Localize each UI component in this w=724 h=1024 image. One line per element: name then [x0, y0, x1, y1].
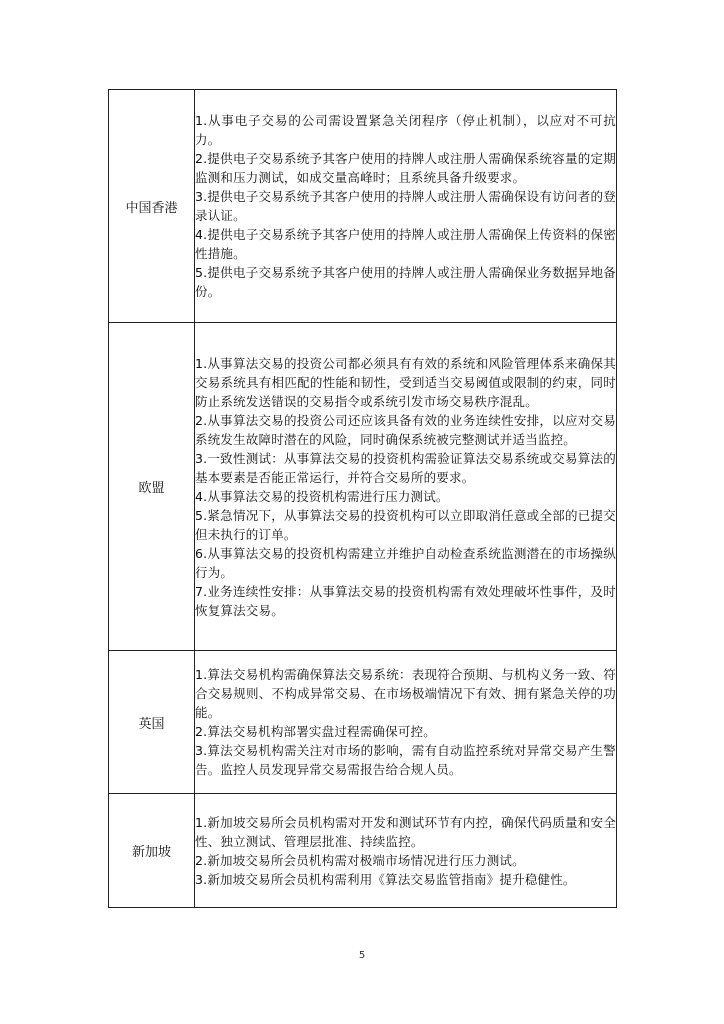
requirement-item: 6.从事算法交易的投资机构需建立并维护自动检查系统监测潜在的市场操纵行为。	[195, 545, 616, 580]
requirements-cell	[195, 794, 617, 908]
page-number: 5	[358, 950, 366, 961]
requirement-item: 1.从事算法交易的投资公司都必须具有有效的系统和风险管理体系来确保其交易系统具有相匹配的性能和韧性，受到适当交易阈值或限制的约束，同时防止系统发送错误的交易指令或系统引发市场交易秩序混乱。	[195, 355, 616, 409]
requirement-item: 4.提供电子交易系统予其客户使用的持牌人或注册人需确保上传资料的保密性措施。	[195, 227, 616, 261]
requirement-item: 4.从事算法交易的投资机构需进行压力测试。	[195, 488, 449, 504]
table-row	[109, 794, 617, 908]
requirement-item: 3.新加坡交易所会员机构需利用《算法交易监管指南》提升稳健性。	[195, 871, 576, 887]
requirement-item: 2.新加坡交易所会员机构需对极端市场情况进行压力测试。	[195, 852, 525, 868]
region-cell: 中国香港	[109, 90, 195, 323]
requirements-cell	[195, 651, 617, 794]
requirement-item: 3.算法交易机构需关注对市场的影响，需有自动监控系统对异常交易产生警告。监控人员发现异常交易需报告给合规人员。	[195, 743, 616, 777]
requirement-item: 2.算法交易机构部署实盘过程需确保可控。	[195, 724, 436, 739]
requirement-item: 7.业务连续性安排：从事算法交易的投资机构需有效处理破坏性事件，及时恢复算法交易。	[195, 583, 616, 618]
table-row	[109, 651, 617, 794]
region-cell: 欧盟	[109, 323, 195, 651]
requirements-cell	[195, 90, 617, 323]
requirement-item: 1.算法交易机构需确保算法交易系统：表现符合预期、与机构义务一致、符合交易规则、不构成异常交易、在市场极端情况下有效、拥有紧急关停的功能。	[195, 667, 616, 720]
table-row	[109, 90, 617, 323]
regulation-table	[108, 89, 617, 908]
requirement-item: 1.新加坡交易所会员机构需对开发和测试环节有内控，确保代码质量和安全性、独立测试、管理层批准、持续监控。	[195, 814, 616, 849]
requirement-item: 3.一致性测试：从事算法交易的投资机构需验证算法交易系统或交易算法的基本要素是否能正常运行，并符合交易所的要求。	[195, 450, 616, 485]
requirements-cell	[195, 323, 617, 651]
requirement-item: 5.紧急情况下，从事算法交易的投资机构可以立即取消任意或全部的已提交但未执行的订单。	[195, 507, 616, 542]
requirement-item: 2.提供电子交易系统予其客户使用的持牌人或注册人需确保系统容量的定期监测和压力测试，如成交量高峰时；且系统具备升级要求。	[195, 151, 616, 185]
requirement-item: 3.提供电子交易系统予其客户使用的持牌人或注册人需确保设有访问者的登录认证。	[195, 189, 616, 223]
region-cell: 英国	[109, 651, 195, 794]
requirement-item: 1.从事电子交易的公司需设置紧急关闭程序（停止机制），以应对不可抗力。	[195, 113, 616, 147]
requirement-item: 2.从事算法交易的投资公司还应该具备有效的业务连续性安排，以应对交易系统发生故障时潜在的风险，同时确保系统被完整测试并适当监控。	[195, 412, 616, 447]
region-cell: 新加坡	[109, 794, 195, 908]
requirement-item: 5.提供电子交易系统予其客户使用的持牌人或注册人需确保业务数据异地备份。	[195, 265, 616, 299]
table-row	[109, 323, 617, 651]
